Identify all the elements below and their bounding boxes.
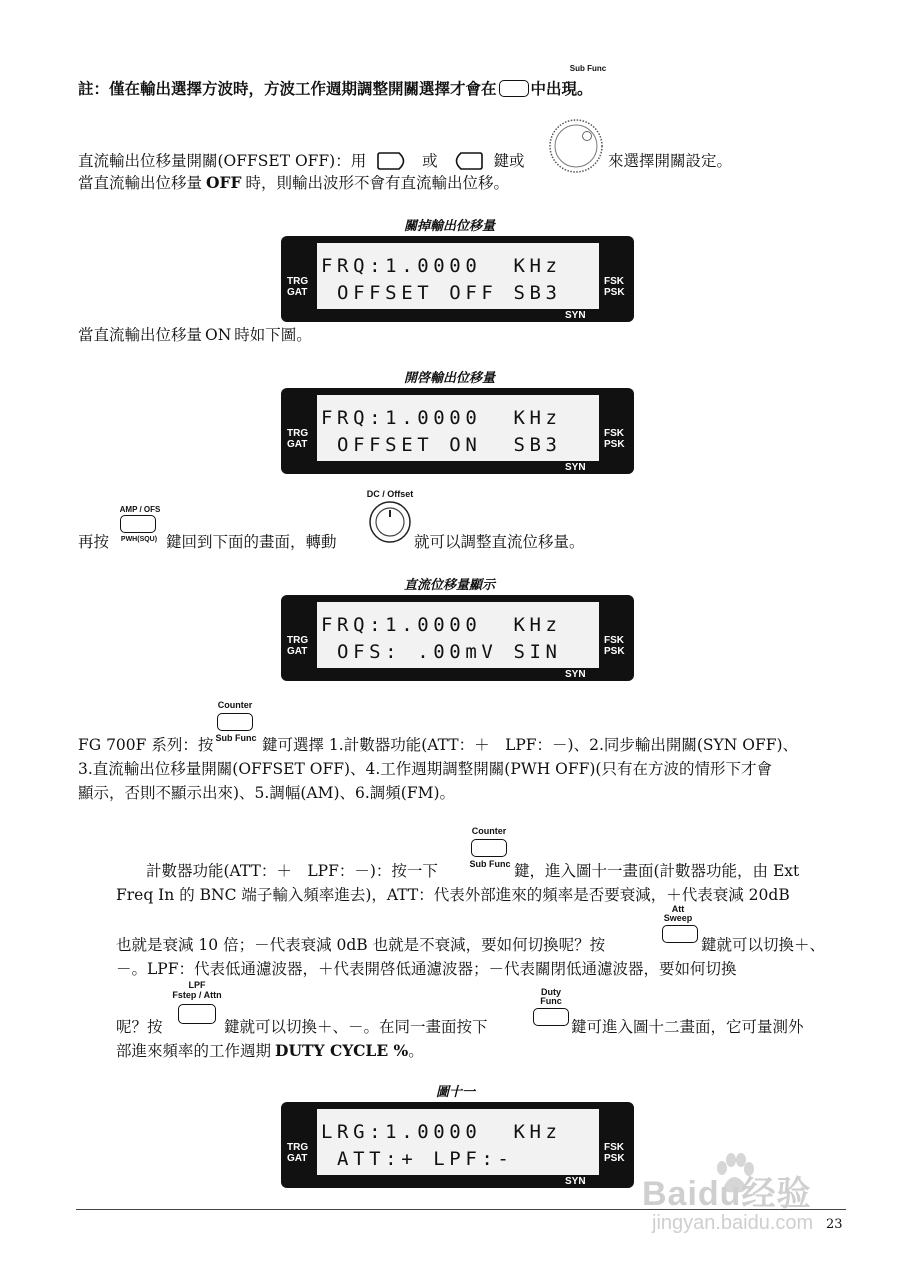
lcd-trg-label: TRG (287, 635, 309, 646)
lpf-key-label: LPF (188, 980, 206, 990)
lcd-psk-label: PSK (604, 1153, 625, 1164)
lcd-display-ofs (281, 595, 634, 681)
lcd-row-2: OFFSET ON SB3 (321, 434, 562, 456)
fg-line-1-a: FG 700F 系列：按 (78, 736, 214, 754)
sub-func-key-label: Sub Func (469, 859, 511, 869)
lcd-row-1: FRQ:1.0000 KHz (321, 407, 562, 429)
lcd-gat-label: GAT (287, 439, 308, 450)
on-line (78, 324, 312, 346)
offset-line-2-b: OFF (206, 173, 242, 192)
page-number: 23 (826, 1217, 843, 1232)
offset-line-1-d: 來選擇開關設定。 (608, 152, 733, 170)
knob-icon (548, 118, 604, 174)
sub-func-key (499, 80, 529, 97)
lcd-row-1: FRQ:1.0000 KHz (321, 255, 562, 277)
counter-line-6 (116, 1040, 424, 1062)
fg-line-1-b: 鍵可選擇 1.計數器功能(ATT：＋ LPF：－)、2.同步輸出開關(SYN OFF)、 (262, 736, 799, 754)
fg-line-2: 3.直流輸出位移量開關(OFFSET OFF)、4.工作週期調整開關(PWH OFF)(只有在方波的情形下才會 (78, 760, 772, 778)
watermark-brand: Baidu经验 (642, 1175, 812, 1213)
lcd-syn-label: SYN (565, 669, 586, 680)
lcd-row-1: LRG:1.0000 KHz (321, 1121, 562, 1143)
sub-func-key-label: Sub Func (569, 64, 607, 73)
duty-cycle-text: DUTY CYCLE % (275, 1041, 409, 1060)
pwh-squ-key-label: PWH(SQU) (120, 536, 158, 543)
fg-line-3: 顯示，否則不顯示出來)、5.調幅(AM)、6.調頻(FM)。 (78, 784, 456, 802)
counter-line-6-c: 。 (408, 1042, 424, 1060)
lcd-fsk-label: FSK (604, 428, 624, 439)
lcd-trg-label: TRG (287, 1142, 309, 1153)
counter-line-5-c: 鍵可進入圖十二畫面，它可量測外 (571, 1018, 804, 1036)
offset-line-1-a: 直流輸出位移量開關(OFFSET OFF)：用 (78, 152, 367, 170)
watermark-url: jingyan.baidu.com (652, 1212, 814, 1234)
att-sweep-key (662, 925, 698, 943)
lcd-fsk-label: FSK (604, 276, 624, 287)
counter-key (471, 839, 507, 857)
counter-line-5-b: 鍵就可以切換＋、－。在同一畫面按下 (224, 1018, 488, 1036)
lcd-fig11-caption: 圖十一 (436, 1085, 476, 1100)
amp-line-a: 再按 (78, 533, 110, 551)
lcd-row-2: ATT:+ LPF:- (321, 1148, 514, 1170)
lcd-on-caption: 開啓輸出位移量 (404, 371, 496, 386)
lcd-gat-label: GAT (287, 646, 308, 657)
lcd-psk-label: PSK (604, 439, 625, 450)
offset-line-2-c: 時，則輸出波形不會有直流輸出位移。 (245, 174, 510, 192)
on-line-b: ON (205, 326, 232, 344)
amp-ofs-key (120, 515, 156, 533)
lcd-row-1: FRQ:1.0000 KHz (321, 614, 562, 636)
counter-key-label: Counter (471, 826, 507, 836)
counter-key-label: Counter (217, 700, 253, 710)
counter-line-1-b: 鍵，進入圖十一畫面(計數器功能，由 Ext (514, 862, 800, 880)
offset-line-1-b: 或 (422, 152, 438, 170)
amp-line-c: 就可以調整直流位移量。 (414, 533, 585, 551)
lcd-trg-label: TRG (287, 428, 309, 439)
counter-line-1-a: 計數器功能(ATT：＋ LPF：－)：按一下 (146, 862, 438, 880)
duty-key-label: Duty (541, 987, 561, 997)
offset-line-1-c: 鍵或 (493, 152, 525, 170)
lcd-trg-label: TRG (287, 276, 309, 287)
duty-func-key (533, 1008, 569, 1026)
on-line-c: 時如下圖。 (234, 326, 312, 344)
lcd-psk-label: PSK (604, 287, 625, 298)
lcd-ofs-caption: 直流位移量顯示 (404, 578, 496, 593)
counter-key (217, 713, 253, 731)
note-line (78, 78, 593, 100)
on-line-a: 當直流輸出位移量 (78, 326, 203, 344)
sweep-key-label: Sweep (663, 913, 693, 923)
lcd-off-caption: 關掉輸出位移量 (404, 219, 496, 234)
lcd-syn-label: SYN (565, 1176, 586, 1187)
note-text: 註：僅在輸出選擇方波時，方波工作週期調整開關選擇才會在 (78, 79, 497, 98)
att-key-label: Att (671, 904, 685, 914)
offset-line-2 (78, 172, 509, 194)
lcd-row-2: OFFSET OFF SB3 (321, 282, 562, 304)
counter-line-6-a: 部進來頻率的工作週期 (116, 1042, 272, 1060)
counter-line-3-a: 也就是衰減 10 倍；－代表衰減 0dB 也就是不衰減，要如何切換呢？按 (116, 936, 606, 954)
amp-ofs-key-label: AMP / OFS (119, 505, 161, 514)
lcd-syn-label: SYN (565, 310, 586, 321)
lcd-syn-label: SYN (565, 462, 586, 473)
func-key-label: Func (540, 996, 562, 1006)
counter-line-3-b: 鍵就可以切換＋、 (701, 936, 826, 954)
amp-line-b: 鍵回到下面的畫面，轉動 (166, 533, 337, 551)
counter-line-4: －。LPF：代表低通濾波器，＋代表開啓低通濾波器；－代表關閉低通濾波器，要如何切換 (116, 960, 737, 978)
fstep-attn-key-label: Fstep / Attn (172, 990, 222, 1000)
note-tail: 中出現。 (530, 79, 593, 98)
dc-offset-knob-label: DC / Offset (366, 489, 414, 499)
lcd-row-2: OFS: .00mV SIN (321, 641, 562, 663)
lpf-key (178, 1004, 216, 1024)
lcd-fsk-label: FSK (604, 635, 624, 646)
lcd-display-offset-on (281, 388, 634, 474)
lcd-gat-label: GAT (287, 287, 308, 298)
left-arrow-key-icon (449, 151, 483, 171)
lcd-display-fig11 (281, 1102, 634, 1188)
sub-func-key-label: Sub Func (215, 733, 257, 743)
lcd-psk-label: PSK (604, 646, 625, 657)
dc-offset-knob-icon (368, 500, 412, 544)
lcd-fsk-label: FSK (604, 1142, 624, 1153)
lcd-display-offset-off (281, 236, 634, 322)
counter-line-5-a: 呢？按 (116, 1018, 163, 1036)
counter-line-2: Freq In 的 BNC 端子輸入頻率進去)，ATT：代表外部進來的頻率是否要衰減，＋代表衰減 20dB (116, 886, 790, 904)
offset-line-2-a: 當直流輸出位移量 (78, 174, 203, 192)
offset-line-1 (78, 150, 525, 172)
lcd-gat-label: GAT (287, 1153, 308, 1164)
right-arrow-key-icon (377, 151, 411, 171)
